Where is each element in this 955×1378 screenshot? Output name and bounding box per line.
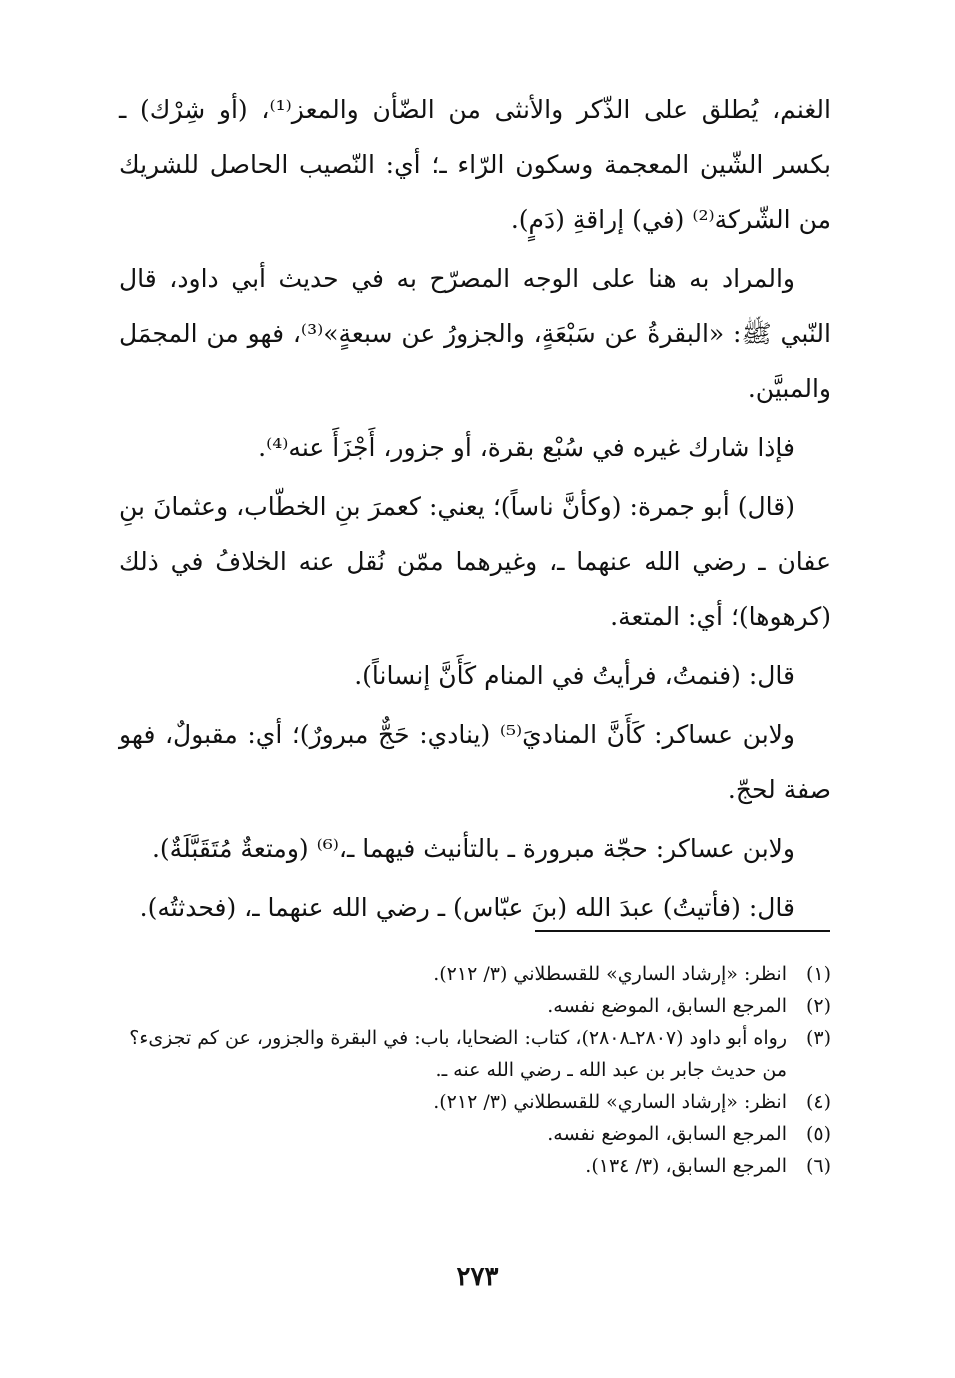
paragraph: قال: (فأتيتُ) عبدَ الله (بنَ عبّاس) ـ رضي الله عنهما ـ، (فحدثتُه). bbox=[139, 893, 795, 922]
paragraph: فإذا شارك غيره في سُبْع بقرة، أو جزور، أَجْزَأَ عنه⁽⁴⁾. bbox=[258, 433, 795, 462]
footnote-number: (٤) bbox=[805, 1091, 831, 1113]
paragraph: ولابن عساكر: حجّة مبرورة ـ بالتأنيث فيهما ـ،⁽⁶⁾ (ومتعةٌ مُتَقَبَّلَةٌ). bbox=[151, 834, 795, 863]
footnote-text: المرجع السابق، الموضع نفسه. bbox=[547, 1123, 787, 1145]
paragraph: الغنم، يُطلق على الذّكر والأنثى من الضّأن والمعز⁽¹⁾، (أو شِرْك) ـ بكسر الشّين المعجمة وسكون الرّاء ـ؛ أي: النّصيب الحاصل للشريك من الشّركة⁽²⁾ (في) إراقةِ (دَمٍ). bbox=[119, 95, 831, 234]
main-text bbox=[119, 82, 831, 939]
footnote-text: انظر: «إرشاد الساري» للقسطلاني (٣/ ٢١٢). bbox=[433, 963, 787, 985]
footnote-text: رواه أبو داود (٢٨٠٧ـ٢٨٠٨)، كتاب: الضحايا، باب: في البقرة والجزور، عن كم تجزىء؟ من حديث جابر بن عبد الله ـ رضي الله عنه ـ. bbox=[129, 1027, 787, 1081]
paragraph: قال: (فنمتُ، فرأيتُ في المنام كَأَنَّ إنساناً). bbox=[354, 661, 795, 690]
footnote-number: (١) bbox=[805, 963, 831, 985]
footnote-text: انظر: «إرشاد الساري» للقسطلاني (٣/ ٢١٢). bbox=[433, 1091, 787, 1113]
footnote-separator bbox=[535, 930, 830, 932]
page-number: ٢٧٣ bbox=[456, 1262, 499, 1292]
paragraph: والمراد به هنا على الوجه المصرّح به في حديث أبي داود، قال النّبي ﷺ: «البقرةُ عن سَبْعَةٍ، والجزورُ عن سبعةٍ»⁽³⁾، فهو من المجمَل والمبيَّن. bbox=[119, 264, 831, 403]
footnote bbox=[119, 1150, 831, 1182]
paragraph: ولابن عساكر: كَأَنَّ المناديَ⁽⁵⁾ (ينادي: حَجٌّ مبرورٌ)؛ أي: مقبولٌ، فهو صفة لحجّ. bbox=[119, 720, 831, 804]
footnote bbox=[119, 990, 831, 1022]
paragraph: (قال) أبو جمرة: (وكأنَّ ناساً)؛ يعني: كعمرَ بنِ الخطّاب، وعثمانَ بنِ عفان ـ رضي الله عنهما ـ، وغيرهما ممّن نُقل عنه الخلافُ في ذلك (كرهوها)؛ أي: المتعة. bbox=[119, 492, 831, 631]
footnote-number: (٢) bbox=[805, 995, 831, 1017]
footnote-number: (٥) bbox=[805, 1123, 831, 1145]
footnote-text: المرجع السابق، الموضع نفسه. bbox=[547, 995, 787, 1017]
footnote bbox=[119, 1118, 831, 1150]
footnote-text: المرجع السابق، (٣/ ١٣٤). bbox=[585, 1155, 787, 1177]
footnote-number: (٣) bbox=[805, 1027, 831, 1049]
footnotes bbox=[119, 958, 831, 1182]
footnote bbox=[119, 1086, 831, 1118]
footnote bbox=[119, 958, 831, 990]
footnote bbox=[119, 1022, 831, 1086]
footnote-number: (٦) bbox=[805, 1155, 831, 1177]
